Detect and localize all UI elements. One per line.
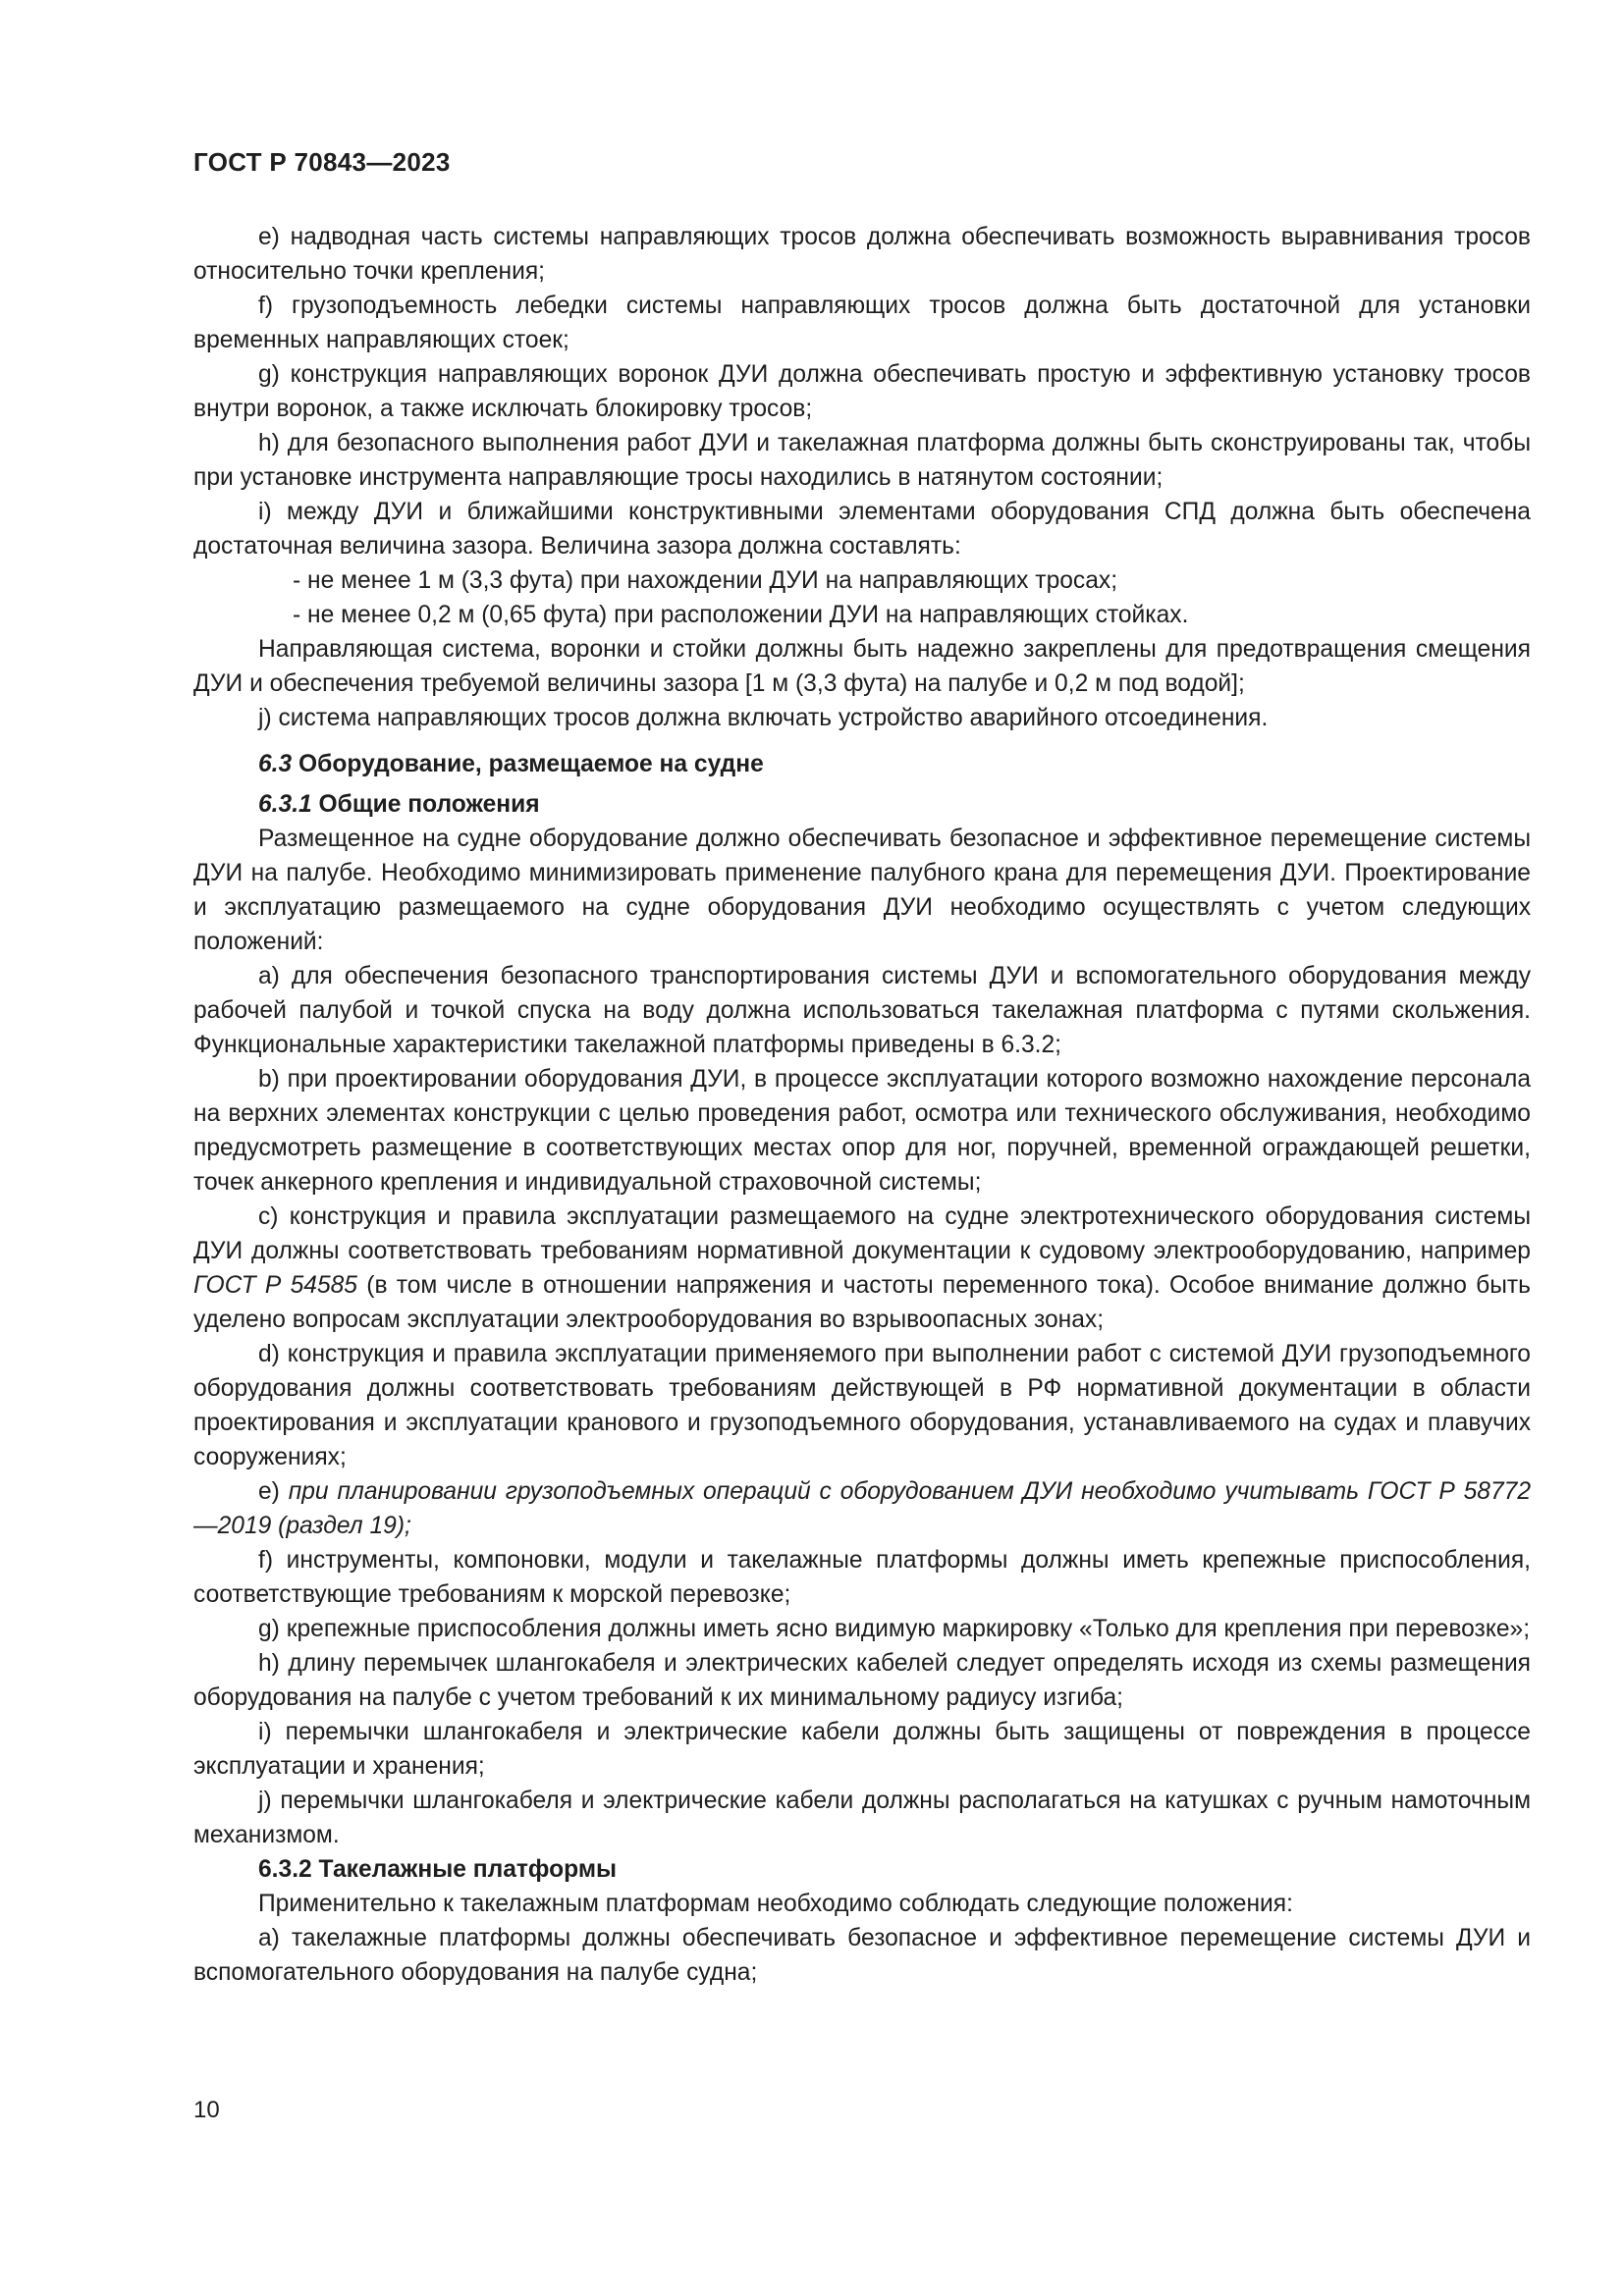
page-number: 10: [193, 2097, 220, 2123]
paragraph-6-3-1-e: е) при планировании грузоподъемных операций с оборудованием ДУИ необходимо учитывать ГОСТ Р 58772—2019 (раздел 19);: [193, 1478, 1531, 1539]
section-heading-6-3-2: [193, 1852, 1531, 1887]
paragraph-i: i) между ДУИ и ближайшими конструктивными элементами оборудования СПД должна быть обеспечена достаточная величина зазора. Величина зазора должна составлять:: [193, 499, 1531, 560]
section-heading-6-3: [193, 747, 1531, 781]
section-heading-6-3-1: [193, 787, 1531, 822]
paragraph-6-3-2-a: а) такелажные платформы должны обеспечивать безопасное и эффективное перемещение системы ДУИ и вспомогательного оборудования на палубе судна;: [193, 1925, 1531, 1986]
paragraph-6-3-2-intro: Применительно к такелажным платформам необходимо соблюдать следующие положения:: [258, 1891, 1293, 1917]
section-title: Оборудование, размещаемое на судне: [298, 751, 764, 777]
section-number: 6.3.2: [258, 1856, 312, 1883]
standard-reference: ГОСТ Р 54585: [193, 1272, 357, 1299]
paragraph-j: j) система направляющих тросов должна включать устройство аварийного отсоединения.: [258, 705, 1269, 731]
paragraph-6-3-1-b: b) при проектировании оборудования ДУИ, в процессе эксплуатации которого возможно нахождение персонала на верхних элементах конструкции с целью проведения работ, осмотра или технического обслуживания, необходимо предусмотреть размещение в соответствующих местах опор для ног, поручней, временной ограждающей решетки, точек анкерного крепления и индивидуальной страховочной системы;: [193, 1066, 1531, 1196]
section-number: 6.3: [258, 751, 293, 777]
paragraph-6-3-1-i: i) перемычки шлангокабеля и электрические кабели должны быть защищены от повреждения в процессе эксплуатации и хранения;: [193, 1719, 1531, 1780]
dash-item-2: - не менее 0,2 м (0,65 фута) при расположении ДУИ на направляющих стойках.: [293, 602, 1189, 628]
paragraph-guide-system: Направляющая система, воронки и стойки должны быть надежно закреплены для предотвращения смещения ДУИ и обеспечения требуемой величины зазора [1 м (3,3 фута) на палубе и 0,2 м под водой];: [193, 636, 1531, 697]
paragraph-g: g) конструкция направляющих воронок ДУИ должна обеспечивать простую и эффективную установку тросов внутри воронок, а также исключать блокировку тросов;: [193, 361, 1531, 422]
paragraph-e: е) надводная часть системы направляющих тросов должна обеспечивать возможность выравнивания тросов относительно точки крепления;: [193, 224, 1531, 285]
paragraph-f: f) грузоподъемность лебедки системы направляющих тросов должна быть достаточной для установки временных направляющих стоек;: [193, 293, 1531, 353]
paragraph-h: h) для безопасного выполнения работ ДУИ и такелажная платформа должны быть сконструированы так, чтобы при установке инструмента направляющие тросы находились в натянутом состоянии;: [193, 430, 1531, 491]
paragraph-6-3-1-h: h) длину перемычек шлангокабеля и электрических кабелей следует определять исходя из схемы размещения оборудования на палубе с учетом требований к их минимальному радиусу изгиба;: [193, 1650, 1531, 1711]
paragraph-6-3-1-intro: Размещенное на судне оборудование должно обеспечивать безопасное и эффективное перемещение системы ДУИ на палубе. Необходимо минимизировать применение палубного крана для перемещения ДУИ. Проектирование и эксплуатацию размещаемого на судне оборудования ДУИ необходимо осуществлять с учетом следующих положений:: [193, 826, 1531, 955]
document-header: ГОСТ Р 70843—2023: [193, 147, 451, 177]
paragraph-6-3-1-d: d) конструкция и правила эксплуатации применяемого при выполнении работ с системой ДУИ грузоподъемного оборудования должны соответствовать требованиям действующей в РФ нормативной документации в области проектирования и эксплуатации кранового и грузоподъемного оборудования, устанавливаемого на судах и плавучих сооружениях;: [193, 1341, 1531, 1470]
section-title: Общие положения: [318, 791, 540, 818]
paragraph-6-3-1-c: с) конструкция и правила эксплуатации размещаемого на судне электротехнического оборудования системы ДУИ должны соответствовать требованиям нормативной документации к судовому электрооборудованию, например ГОСТ Р 54585 (в том числе в отношении напряжения и частоты переменного тока). Особое внимание должно быть уделено вопросам эксплуатации электрооборудования во взрывоопасных зонах;: [193, 1203, 1531, 1333]
paragraph-6-3-1-f: f) инструменты, компоновки, модули и такелажные платформы должны иметь крепежные приспособления, соответствующие требованиям к морской перевозке;: [193, 1547, 1531, 1608]
section-number: 6.3.1: [258, 791, 312, 818]
section-title: Такелажные платформы: [318, 1856, 618, 1883]
dash-item-1: - не менее 1 м (3,3 фута) при нахождении ДУИ на направляющих тросах;: [293, 567, 1118, 594]
italic-requirement: при планировании грузоподъемных операций с оборудованием ДУИ необходимо учитывать ГОСТ Р 58772—2019 (раздел 19);: [193, 1478, 1531, 1539]
paragraph-6-3-1-a: а) для обеспечения безопасного транспортирования системы ДУИ и вспомогательного оборудования между рабочей палубой и точкой спуска на воду должна использоваться такелажная платформа с путями скольжения. Функциональные характеристики такелажной платформы приведены в 6.3.2;: [193, 963, 1531, 1058]
page-body: [193, 220, 1531, 1990]
paragraph-6-3-1-j: j) перемычки шлангокабеля и электрические кабели должны располагаться на катушках с ручным намоточным механизмом.: [193, 1788, 1531, 1848]
paragraph-6-3-1-g: g) крепежные приспособления должны иметь ясно видимую маркировку «Только для крепления при перевозке»;: [258, 1616, 1531, 1642]
